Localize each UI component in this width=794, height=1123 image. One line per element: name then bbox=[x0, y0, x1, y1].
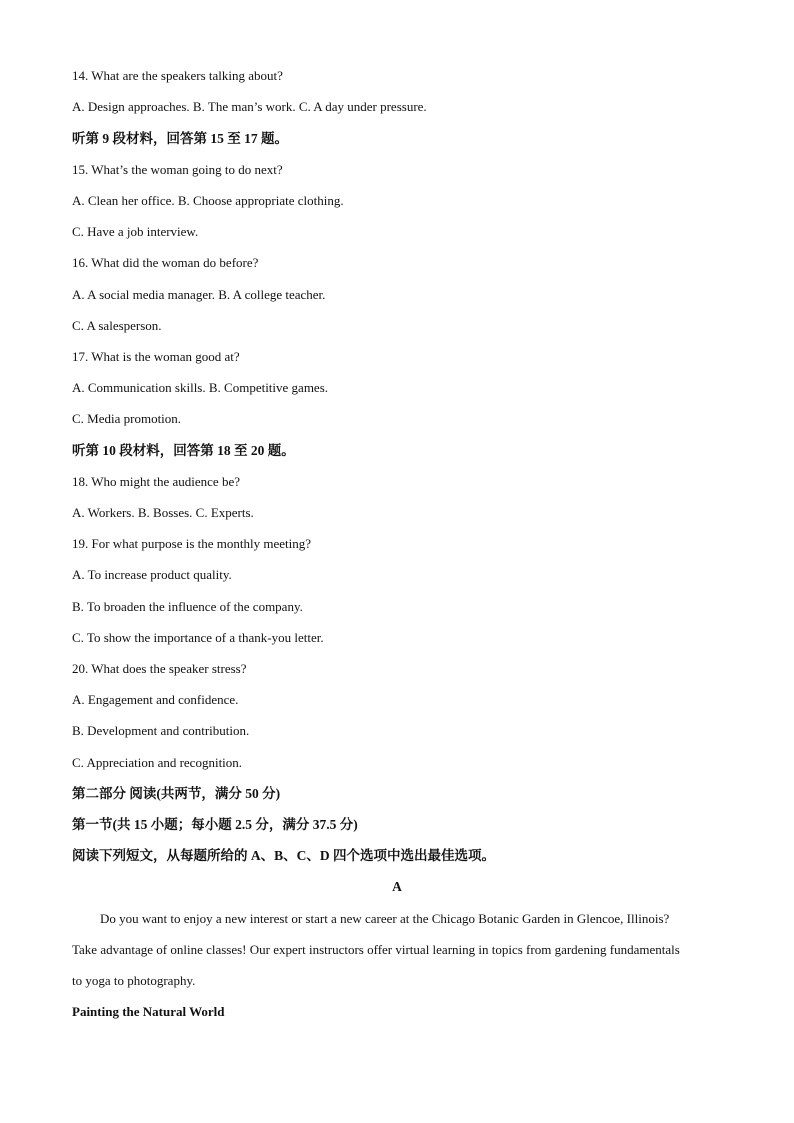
passage-line-2: Take advantage of online classes! Our expert instructors offer virtual learning in topics from gardening fundamentals bbox=[72, 942, 680, 957]
section-heading-material-9: 听第 9 段材料，回答第 15 至 17 题。 bbox=[72, 131, 288, 146]
question-20-option-a: A. Engagement and confidence. bbox=[72, 692, 239, 707]
passage-line-3: to yoga to photography. bbox=[72, 973, 196, 988]
question-15-options-ab: A. Clean her office. B. Choose appropriate clothing. bbox=[72, 193, 344, 208]
question-19-option-a: A. To increase product quality. bbox=[72, 567, 232, 582]
question-19-option-c: C. To show the importance of a thank-you letter. bbox=[72, 630, 324, 645]
question-20-option-c: C. Appreciation and recognition. bbox=[72, 755, 243, 770]
question-20-option-b: B. Development and contribution. bbox=[72, 723, 250, 738]
question-15: 15. What’s the woman going to do next? bbox=[72, 162, 283, 177]
question-17: 17. What is the woman good at? bbox=[72, 349, 240, 364]
question-18: 18. Who might the audience be? bbox=[72, 474, 240, 489]
reading-instructions: 阅读下列短文，从每题所给的 A、B、C、D 四个选项中选出最佳选项。 bbox=[72, 848, 496, 863]
subsection-title: Painting the Natural World bbox=[72, 1004, 225, 1019]
section-one-heading: 第一节(共 15 小题；每小题 2.5 分，满分 37.5 分) bbox=[72, 817, 358, 832]
section-heading-material-10: 听第 10 段材料，回答第 18 至 20 题。 bbox=[72, 443, 295, 458]
question-20: 20. What does the speaker stress? bbox=[72, 661, 247, 676]
question-16-options-ab: A. A social media manager. B. A college teacher. bbox=[72, 287, 326, 302]
question-19-option-b: B. To broaden the influence of the company. bbox=[72, 599, 303, 614]
question-16: 16. What did the woman do before? bbox=[72, 255, 259, 270]
part-two-heading: 第二部分 阅读(共两节，满分 50 分) bbox=[72, 786, 281, 801]
question-19: 19. For what purpose is the monthly meeting? bbox=[72, 536, 312, 551]
question-15-option-c: C. Have a job interview. bbox=[72, 224, 199, 239]
passage-line-1: Do you want to enjoy a new interest or start a new career at the Chicago Botanic Garden in Glencoe, Illinois? bbox=[100, 911, 670, 926]
question-18-options: A. Workers. B. Bosses. C. Experts. bbox=[72, 505, 254, 520]
passage-label: A bbox=[392, 879, 402, 894]
question-17-options-ab: A. Communication skills. B. Competitive games. bbox=[72, 380, 329, 395]
question-14: 14. What are the speakers talking about? bbox=[72, 68, 283, 83]
question-14-options: A. Design approaches. B. The man’s work. C. A day under pressure. bbox=[72, 99, 427, 114]
question-16-option-c: C. A salesperson. bbox=[72, 318, 162, 333]
question-17-option-c: C. Media promotion. bbox=[72, 411, 182, 426]
